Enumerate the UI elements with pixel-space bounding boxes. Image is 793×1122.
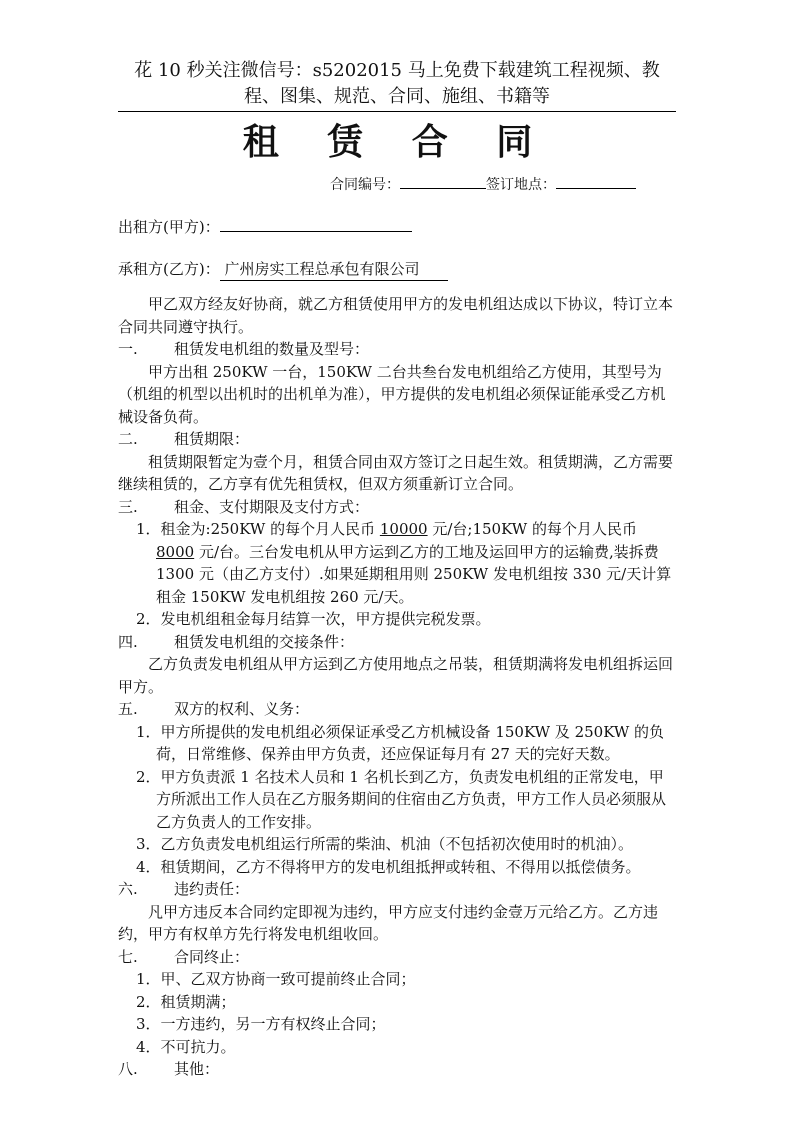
section-num: 三. [118,497,138,516]
lessor-blank [220,216,412,232]
lessee-name [220,258,448,281]
rent-amount-150kw: 8000 [156,542,195,561]
section-5-item-4: 4．租赁期间，乙方不得将甲方的发电机组抵押或转租、不得用以抵偿债务。 [136,857,641,876]
intro-paragraph: 甲乙双方经友好协商，就乙方租赁使用甲方的发电机组达成以下协议，特订立本合同共同遵守执行。 [118,295,674,336]
section-7-item-1: 1．甲、乙双方协商一致可提前终止合同； [136,970,416,988]
item-text: 元/台。三台发电机从甲方运到乙方的工地及运回甲方的运输费,装拆费 1300 元（由乙方支付）.如果延期租用则 250KW 发电机组按 330 元/天计算租金 150KW 发电机组按 260 元/天。 [156,542,672,606]
section-num: 八. [118,1060,138,1078]
section-title: 双方的权利、义务： [174,700,310,718]
section-3-item-2: 2．发电机组租金每月结算一次，甲方提供完税发票。 [136,610,491,628]
section-num: 七. [118,947,138,966]
contract-meta [330,174,636,195]
contract-no-blank [400,174,486,189]
item-text: 元/台;150KW 的每个月人民币 [427,520,637,538]
section-1-heading [118,338,678,361]
section-5-item-2: 2．甲方负责派 1 名技术人员和 1 名机长到乙方，负责发电机组的正常发电，甲方所派出工作人员在乙方服务期间的住宿由乙方负责，甲方工作人员必须服从乙方负责人的工作安排。 [136,767,667,831]
section-7-heading [118,946,678,969]
section-4-heading [118,631,678,654]
section-num: 二. [118,430,138,448]
promo-line-1: 花 10 秒关注微信号：s5202015 马上免费下载建筑工程视频、教 [134,60,660,81]
section-6-heading [118,878,678,901]
section-num: 一. [118,340,138,358]
item-text: 1．租金为:250KW 的每个月人民币 [136,520,380,538]
promo-line-2: 程、图集、规范、合同、施组、书籍等 [244,86,550,107]
section-title: 违约责任： [174,880,250,898]
section-num: 六. [118,880,138,898]
sign-place-label: 签订地点： [486,177,556,193]
rent-amount-250kw: 10000 [379,520,428,538]
contract-body [118,293,678,1081]
section-num: 四. [118,632,138,651]
section-5-heading [118,698,678,721]
section-title: 租赁期限： [174,430,250,448]
section-title: 租赁发电机组的数量及型号： [174,340,370,358]
lessor-label: 出租方(甲方)： [118,218,220,236]
section-8-heading [118,1058,678,1081]
lessor-line [118,216,412,238]
section-title: 租金、支付期限及支付方式： [174,497,370,516]
document-title: 租 赁 合 同 [242,121,551,163]
section-num: 五. [118,700,138,718]
section-2-heading [118,428,678,451]
section-6-text: 凡甲方违反本合同约定即视为违约，甲方应支付违约金壹万元给乙方。乙方违约，甲方有权单方先行将发电机组收回。 [118,902,659,943]
lessee-name-text: 广州房实工程总承包有限公司 [224,260,420,278]
section-5-item-1: 1．甲方所提供的发电机组必须保证承受乙方机械设备 150KW 及 250KW 的负荷，日常维修、保养由甲方负责，还应保证每月有 27 天的完好天数。 [136,722,665,763]
section-2-text: 租赁期限暂定为壹个月，租赁合同由双方签订之日起生效。租赁期满，乙方需要继续租赁的，乙方享有优先租赁权，但双方须重新订立合同。 [118,452,674,493]
section-title: 租赁发电机组的交接条件： [174,632,355,651]
section-title: 其他： [174,1060,220,1078]
lessee-label: 承租方(乙方)： [118,260,220,278]
promo-header [118,58,676,110]
section-3-heading [118,496,678,519]
header-divider [118,111,676,112]
section-5-item-3: 3．乙方负责发电机组运行所需的柴油、机油（不包括初次使用时的机油）。 [136,835,634,853]
section-1-text: 甲方出租 250KW 一台，150KW 二台共叁台发电机组给乙方使用，其型号为（机组的机型以出机时的出机单为准），甲方提供的发电机组必须保证能承受乙方机械设备负荷。 [118,362,666,426]
contract-no-label: 合同编号： [330,177,400,193]
lessee-line [118,258,448,281]
sign-place-blank [556,174,636,189]
section-7-item-3: 3．一方违约，另一方有权终止合同； [136,1015,386,1033]
section-7-item-4: 4．不可抗力。 [136,1037,236,1056]
section-7-item-2: 2．租赁期满； [136,992,236,1011]
section-4-text: 乙方负责发电机组从甲方运到乙方使用地点之吊装，租赁期满将发电机组拆运回甲方。 [118,655,674,696]
section-3-item-1 [118,518,678,608]
section-title: 合同终止： [174,947,250,966]
